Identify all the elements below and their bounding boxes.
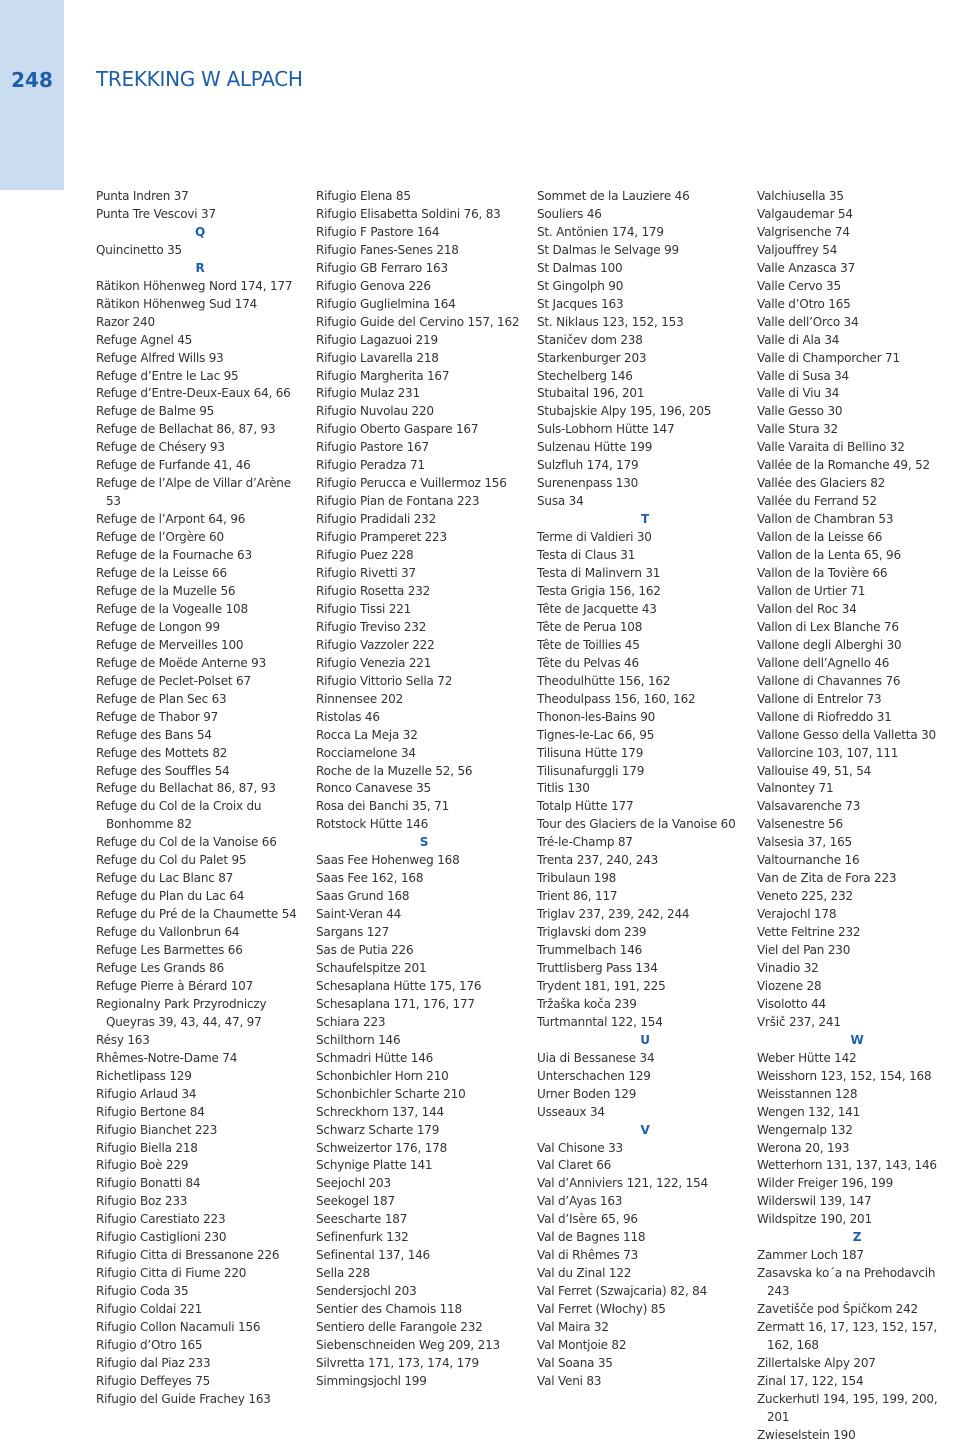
index-entry: Refuge de Moëde Anterne 93 [96,655,267,670]
index-letter-heading: Q [194,224,205,239]
index-entry: Souliers 46 [537,206,602,221]
index-entry: Refuge de Merveilles 100 [96,637,244,652]
index-entry: Refuge Les Barmettes 66 [96,943,243,958]
index-entry: Refuge du Col du Palet 95 [96,853,247,868]
index-entry: Rifugio Mulaz 231 [316,386,420,401]
index-entry: Val d’Anniviers 121, 122, 154 [537,1176,708,1191]
index-entry: Saas Grund 168 [316,889,410,904]
index-entry: Valle Cervo 35 [757,278,841,293]
index-entry: Wilderswil 139, 147 [757,1194,872,1209]
index-entry: Trummelbach 146 [537,943,643,958]
index-entry: Rotstock Hütte 146 [316,817,429,832]
index-entry: Schesaplana Hütte 175, 176 [316,978,482,993]
index-entry: Rinnensee 202 [316,691,404,706]
index-entry: Sendersjochl 203 [316,1284,417,1299]
index-entry: Zavetišče pod Špičkom 242 [757,1302,918,1317]
index-entry: Vette Feltrine 232 [757,925,861,940]
index-entry: Valle dell’Orco 34 [757,314,859,329]
index-entry: Tilisuna Hütte 179 [537,745,644,760]
index-entry: Trydent 181, 191, 225 [537,978,666,993]
index-entry: Van de Zita de Fora 223 [757,871,897,886]
index-entry: Wilder Freiger 196, 199 [757,1176,894,1191]
index-column-4 [757,188,957,1445]
index-entry: Simmingsjochl 199 [316,1373,427,1388]
index-entry: Testa di Malinvern 31 [537,566,661,581]
index-entry: Val Chisone 33 [537,1140,623,1155]
index-entry: Roche de la Muzelle 52, 56 [316,763,473,778]
index-entry: Refuge de l’Orgère 60 [96,530,224,545]
index-entry: Rifugio Bianchet 223 [96,1122,218,1137]
index-entry: Rifugio d’Otro 165 [96,1338,203,1352]
index-entry: Siebenschneiden Weg 209, 213 [316,1338,500,1352]
index-entry: Refuge de la Muzelle 56 [96,583,236,598]
index-entry: Rätikon Höhenweg Nord 174, 177 [96,278,293,293]
index-entry: Sentiero delle Farangole 232 [316,1320,483,1335]
index-entry: Valle di Susa 34 [757,368,849,383]
index-entry: Zuckerhutl 194, 195, 199, 200, 201 [757,1391,938,1424]
index-entry: Rifugio Venezia 221 [316,655,432,670]
index-entry: Rifugio Guglielmina 164 [316,296,456,311]
index-entry: Vallon de Urtier 71 [757,583,866,598]
index-entry: Weisstannen 128 [757,1086,858,1101]
index-entry: Refuge du Col de la Croix du Bonhomme 82 [96,799,262,832]
index-entry: Vallon de la Tovière 66 [757,566,888,581]
index-entry: Vršič 237, 241 [757,1014,841,1029]
index-entry: Val Ferret (Szwajcaria) 82, 84 [537,1284,708,1299]
index-entry: Sargans 127 [316,925,390,940]
index-entry: Vallée des Glaciers 82 [757,476,886,491]
index-entry: Sulzenau Hütte 199 [537,440,653,455]
index-entry: Saint-Veran 44 [316,907,402,922]
index-entry: Rocca La Meja 32 [316,727,418,742]
index-entry: Vallée du Ferrand 52 [757,494,877,509]
index-entry: Tribulaun 198 [537,871,617,886]
index-entry: Valle di Ala 34 [757,332,840,347]
index-entry: Val Maira 32 [537,1320,609,1335]
index-entry: Refuge de Chésery 93 [96,440,225,455]
index-entry: Vallone di Entrelor 73 [757,691,882,706]
index-letter-heading: U [640,1032,650,1047]
index-entry: Valgaudemar 54 [757,206,853,221]
index-entry: Saas Fee Hohenweg 168 [316,853,460,868]
index-entry: Refuge de l’Arpont 64, 96 [96,512,246,527]
index-entry: Rifugio Lagazuoi 219 [316,332,438,347]
index-entry: Punta Indren 37 [96,189,189,203]
index-entry: Refuge du Lac Blanc 87 [96,871,234,886]
index-entry: Punta Tre Vescovi 37 [96,206,216,221]
index-entry: Rifugio Treviso 232 [316,619,427,634]
index-entry: Terme di Valdieri 30 [537,530,652,545]
index-entry: Rosa dei Banchi 35, 71 [316,799,450,814]
index-entry: St Dalmas le Selvage 99 [537,242,679,257]
index-entry: Refuge du Pré de la Chaumette 54 [96,907,297,922]
index-entry: Zasavska ko´a na Prehodavcih 243 [757,1266,936,1299]
page-number: 248 [11,68,53,92]
index-entry: Rifugio Biella 218 [96,1140,198,1155]
index-entry: Sommet de la Lauziere 46 [537,189,690,203]
index-entry: St Gingolph 90 [537,278,624,293]
index-entry: Schonbichler Horn 210 [316,1068,449,1083]
index-entry: Ronco Canavese 35 [316,781,431,796]
index-entry: Vallouise 49, 51, 54 [757,763,872,778]
index-entry: Vallon de la Leisse 66 [757,530,883,545]
index-entry: Rifugio Elisabetta Soldini 76, 83 [316,206,501,221]
index-entry: Rifugio Boè 229 [96,1158,189,1173]
index-entry: Rifugio Carestiato 223 [96,1212,226,1227]
index-entry: Val du Zinal 122 [537,1266,632,1281]
index-entry: Valle di Champorcher 71 [757,350,900,365]
index-entry: Saas Fee 162, 168 [316,871,424,886]
index-entry: Wetterhorn 131, 137, 143, 146 [757,1158,937,1173]
index-entry: Valle di Viu 34 [757,386,840,401]
index-entry: Stechelberg 146 [537,368,633,383]
index-entry: Stubajskie Alpy 195, 196, 205 [537,404,712,419]
index-entry: Refuge de Peclet-Polset 67 [96,673,251,688]
index-entry: Usseaux 34 [537,1104,605,1119]
index-entry: Werona 20, 193 [757,1140,850,1155]
index-entry: Refuge de Bellachat 86, 87, 93 [96,422,276,437]
index-column-3 [537,188,753,1391]
index-entry: Viozene 28 [757,978,822,993]
index-entry: St. Antönien 174, 179 [537,224,664,239]
index-entry: Valsesia 37, 165 [757,835,852,850]
index-entry: Rifugio Nuvolau 220 [316,404,434,419]
index-entry: Rifugio Pian de Fontana 223 [316,494,480,509]
index-entry: Urner Boden 129 [537,1086,637,1101]
index-entry: Rifugio dal Piaz 233 [96,1355,211,1370]
index-entry: Refuge de Furfande 41, 46 [96,458,251,473]
index-entry: Refuge de la Fournache 63 [96,548,252,563]
index-entry: Refuge du Vallonbrun 64 [96,925,240,940]
index-entry: Schreckhorn 137, 144 [316,1104,444,1119]
index-letter-heading: V [640,1122,650,1137]
index-entry: Refuge de Thabor 97 [96,709,219,724]
index-entry: Ristolas 46 [316,709,380,724]
index-entry: Wengen 132, 141 [757,1104,861,1119]
index-entry: Theodulhütte 156, 162 [537,673,671,688]
index-entry: Valle Varaita di Bellino 32 [757,440,905,455]
index-entry: Rifugio Citta di Fiume 220 [96,1266,247,1281]
index-entry: Rhêmes-Notre-Dame 74 [96,1050,238,1065]
index-entry: Schaufelspitze 201 [316,960,427,975]
index-entry: Thonon-les-Bains 90 [537,709,656,724]
index-entry: Zillertalske Alpy 207 [757,1355,876,1370]
index-letter-heading: R [195,260,205,275]
index-entry: Rifugio Pramperet 223 [316,530,447,545]
index-entry: Starkenburger 203 [537,350,647,365]
index-entry: Val Ferret (Włochy) 85 [537,1302,666,1317]
index-entry: Unterschachen 129 [537,1068,651,1083]
index-letter-heading: S [419,835,429,850]
index-entry: Valle Stura 32 [757,422,838,437]
index-entry: Rifugio Pastore 167 [316,440,429,455]
page-number-tab [0,0,64,190]
index-entry: Refuge d’Entre le Lac 95 [96,368,239,383]
index-entry: Schwarz Scharte 179 [316,1122,440,1137]
index-entry: Rifugio Lavarella 218 [316,350,439,365]
index-entry: Schynige Platte 141 [316,1158,433,1173]
index-entry: Rifugio Oberto Gaspare 167 [316,422,479,437]
index-entry: Valsavarenche 73 [757,799,861,814]
index-entry: Refuge du Bellachat 86, 87, 93 [96,781,276,796]
index-entry: Refuge Les Grands 86 [96,960,224,975]
index-entry: Richetlipass 129 [96,1068,192,1083]
index-entry: Valchiusella 35 [757,189,844,203]
index-entry: Staničev dom 238 [537,332,643,347]
index-entry: Triglavski dom 239 [537,925,647,940]
index-entry: Zwieselstein 190 [757,1427,856,1442]
index-entry: Razor 240 [96,314,155,329]
index-entry: Zammer Loch 187 [757,1248,864,1263]
index-entry: Seescharte 187 [316,1212,408,1227]
index-entry: Schonbichler Scharte 210 [316,1086,466,1101]
index-entry: Regionalny Park Przyrodniczy Queyras 39, 43, 44, 47, 97 [96,996,267,1029]
index-entry: Sella 228 [316,1266,370,1281]
index-letter-heading: T [641,512,649,527]
index-entry: Rifugio Citta di Bressanone 226 [96,1248,280,1263]
index-entry: Vallée de la Romanche 49, 52 [757,458,930,473]
index-entry: Valle d’Otro 165 [757,296,851,311]
index-entry: Rifugio Castiglioni 230 [96,1230,227,1245]
index-entry: Visolotto 44 [757,996,826,1011]
index-entry: Refuge du Plan du Lac 64 [96,889,245,904]
index-entry: Refuge Pierre à Bérard 107 [96,978,254,993]
index-letter-heading: W [850,1032,864,1047]
index-entry: Vallon de Chambran 53 [757,512,894,527]
index-entry: Valnontey 71 [757,781,834,796]
index-entry: Rifugio Vazzoler 222 [316,637,435,652]
index-entry: Trenta 237, 240, 243 [537,853,659,868]
index-entry: Tignes-le-Lac 66, 95 [537,727,655,742]
index-entry: Refuge des Souffles 54 [96,763,230,778]
index-entry: Rifugio Margherita 167 [316,368,450,383]
index-entry: Schilthorn 146 [316,1032,401,1047]
index-entry: Zinal 17, 122, 154 [757,1373,864,1388]
index-entry: Rifugio GB Ferraro 163 [316,260,448,275]
index-entry: Val di Rhêmes 73 [537,1248,639,1263]
index-entry: Valle Anzasca 37 [757,260,856,275]
index-entry: Testa Grigia 156, 162 [537,583,661,598]
index-entry: Rifugio Bertone 84 [96,1104,205,1119]
index-entry: Sas de Putia 226 [316,943,414,958]
index-entry: Schesaplana 171, 176, 177 [316,996,475,1011]
index-entry: Valle Gesso 30 [757,404,843,419]
index-entry: Zermatt 16, 17, 123, 152, 157, 162, 168 [757,1320,938,1352]
index-entry: Viel del Pan 230 [757,943,851,958]
index-entry: Refuge Agnel 45 [96,332,193,347]
index-entry: Vallone degli Alberghi 30 [757,637,902,652]
index-entry: Rifugio Arlaud 34 [96,1086,197,1101]
index-entry: Vinadio 32 [757,960,819,975]
index-entry: Rifugio Rosetta 232 [316,583,431,598]
index-entry: Rifugio del Guide Frachey 163 [96,1391,271,1406]
index-entry: Rocciamelone 34 [316,745,416,760]
index-entry: Valjouffrey 54 [757,242,838,257]
index-entry: Résy 163 [96,1032,150,1047]
index-entry: Sentier des Chamois 118 [316,1302,462,1317]
index-entry: Turtmanntal 122, 154 [537,1014,663,1029]
index-entry: Rifugio Fanes-Senes 218 [316,242,459,257]
index-entry: Rifugio Boz 233 [96,1194,188,1209]
index-entry: Refuge de Longon 99 [96,619,220,634]
index-entry: Refuge de la Leisse 66 [96,566,227,581]
index-entry: Weber Hütte 142 [757,1050,857,1065]
index-entry: Refuge des Mottets 82 [96,745,228,760]
running-title: TREKKING W ALPACH [96,67,303,91]
index-entry: Vallon di Lex Blanche 76 [757,619,899,634]
index-entry: Tour des Glaciers de la Vanoise 60 [537,817,736,832]
index-entry: Tête de Perua 108 [537,619,643,634]
index-entry: St Dalmas 100 [537,260,623,275]
index-entry: Vallon del Roc 34 [757,601,857,616]
index-entry: Rifugio Elena 85 [316,189,411,203]
index-entry: Rifugio F Pastore 164 [316,224,440,239]
index-entry: Rifugio Genova 226 [316,278,431,293]
index-entry: St. Niklaus 123, 152, 153 [537,314,684,329]
index-entry: Seekogel 187 [316,1194,395,1209]
index-entry: Tré-le-Champ 87 [537,835,633,850]
index-entry: Weisshorn 123, 152, 154, 168 [757,1068,932,1083]
index-entry: Rifugio Guide del Cervino 157, 162 [316,314,520,329]
index-entry: Seejochl 203 [316,1176,391,1191]
index-entry: Rifugio Puez 228 [316,548,414,563]
index-entry: Totalp Hütte 177 [537,799,634,814]
index-entry: Val d’Isère 65, 96 [537,1212,638,1227]
index-entry: Rifugio Pradidali 232 [316,512,437,527]
index-entry: Rifugio Collon Nacamuli 156 [96,1320,261,1335]
index-entry: Schiara 223 [316,1014,386,1029]
index-entry: Suls-Lobhorn Hütte 147 [537,422,675,437]
index-entry: Vallorcine 103, 107, 111 [757,745,899,760]
index-entry: Refuge de Balme 95 [96,404,215,419]
index-entry: Vallone Gesso della Valletta 30 [757,727,936,742]
index-entry: Rifugio Coda 35 [96,1284,189,1299]
index-entry: Schweizertor 176, 178 [316,1140,447,1155]
index-entry: Trient 86, 117 [537,889,618,904]
index-entry: Vallone di Riofreddo 31 [757,709,892,724]
index-column-2 [316,188,532,1391]
index-entry: Truttlisberg Pass 134 [537,960,658,975]
index-entry: Rifugio Deffeyes 75 [96,1373,211,1388]
index-entry: Rifugio Rivetti 37 [316,566,416,581]
index-entry: Theodulpass 156, 160, 162 [537,691,696,706]
index-entry: Val Veni 83 [537,1373,602,1388]
index-entry: Val Montjoie 82 [537,1338,627,1352]
index-entry: Quincinetto 35 [96,242,182,257]
index-entry: Rätikon Höhenweg Sud 174 [96,296,258,311]
index-entry: Refuge du Col de la Vanoise 66 [96,835,277,850]
index-letter-heading: Z [852,1230,862,1245]
index-entry: Stubaital 196, 201 [537,386,645,401]
index-entry: Tilisunafurggli 179 [537,763,645,778]
index-entry: Susa 34 [537,494,584,509]
index-entry: Verajochl 178 [757,907,837,922]
index-entry: Refuge d’Entre-Deux-Eaux 64, 66 [96,386,291,401]
index-entry: Testa di Claus 31 [537,548,636,563]
index-entry: Sefinenfurk 132 [316,1230,409,1245]
index-entry: Refuge des Bans 54 [96,727,212,742]
index-entry: Rifugio Tissi 221 [316,601,412,616]
index-entry: Veneto 225, 232 [757,889,853,904]
index-entry: Val de Bagnes 118 [537,1230,646,1245]
index-entry: Sulzfluh 174, 179 [537,458,639,473]
index-entry: Silvretta 171, 173, 174, 179 [316,1355,479,1370]
index-entry: Val d’Ayas 163 [537,1194,623,1209]
index-entry: Val Claret 66 [537,1158,612,1173]
index-entry: Val Soana 35 [537,1355,613,1370]
index-entry: Valgrisenche 74 [757,224,850,239]
index-entry: Refuge Alfred Wills 93 [96,350,224,365]
index-entry: Refuge de Plan Sec 63 [96,691,227,706]
index-entry: Rifugio Perucca e Vuillermoz 156 [316,476,507,491]
index-entry: Wildspitze 190, 201 [757,1212,872,1227]
index-entry: Uia di Bessanese 34 [537,1050,655,1065]
index-entry: Rifugio Bonatti 84 [96,1176,201,1191]
index-entry: Titlis 130 [537,781,590,796]
index-entry: Tête du Pelvas 46 [537,655,639,670]
index-entry: Wengernalp 132 [757,1122,853,1137]
index-entry: Triglav 237, 239, 242, 244 [537,907,690,922]
index-entry: Rifugio Coldai 221 [96,1302,203,1317]
index-entry: Valsenestre 56 [757,817,843,832]
index-entry: Tête de Jacquette 43 [537,601,657,616]
index-entry: Surenenpass 130 [537,476,639,491]
index-entry: Schmadri Hütte 146 [316,1050,434,1065]
index-column-1 [96,188,304,1409]
index-entry: Vallone di Chavannes 76 [757,673,901,688]
index-entry: Vallon de la Lenta 65, 96 [757,548,901,563]
index-entry: Tête de Toillies 45 [537,637,640,652]
index-entry: Rifugio Peradza 71 [316,458,425,473]
index-entry: Sefinental 137, 146 [316,1248,430,1263]
index-entry: St Jacques 163 [537,296,624,311]
index-entry: Rifugio Vittorio Sella 72 [316,673,453,688]
index-entry: Refuge de la Vogealle 108 [96,601,248,616]
index-entry: Valtournanche 16 [757,853,860,868]
index-entry: Vallone dell’Agnello 46 [757,655,890,670]
index-entry: Tržaška koča 239 [537,996,637,1011]
index-entry: Refuge de l’Alpe de Villar d’Arène 53 [96,476,291,509]
